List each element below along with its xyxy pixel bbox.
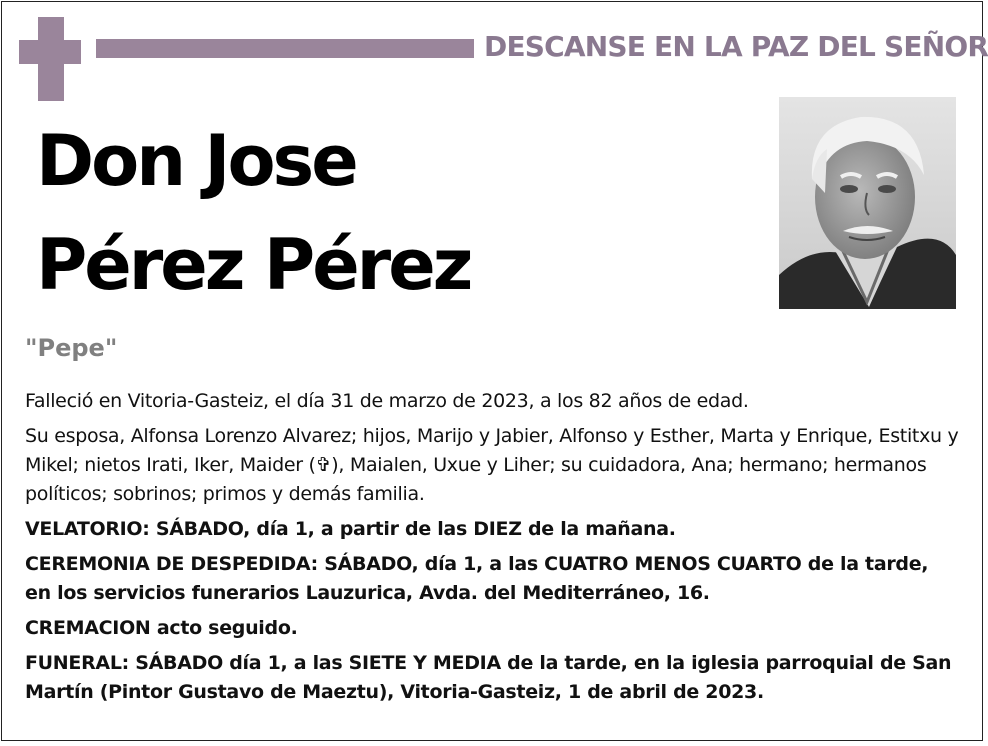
portrait-photo bbox=[779, 97, 956, 309]
notice-body bbox=[25, 387, 960, 713]
family-list: Su esposa, Alfonsa Lorenzo Alvarez; hijos, Marijo y Jabier, Alfonso y Esther, Marta y Enrique, Estitxu y Mikel; nietos Irati, Iker, Maider (✞), Maialen, Uxue y Liher; su cuidadora, Ana; hermano; hermanos políticos; sobrinos; primos y demás familia. bbox=[25, 425, 959, 505]
funeral-info: FUNERAL: SÁBADO día 1, a las SIETE Y MEDIA de la tarde, en la iglesia parroquial de San Martín (Pintor Gustavo de Maeztu), Vitoria-Gasteiz, 1 de abril de 2023. bbox=[25, 652, 952, 703]
deceased-name-line2: Pérez Pérez bbox=[36, 224, 471, 306]
cross-icon-horizontal bbox=[19, 40, 81, 64]
death-announcement: Falleció en Vitoria-Gasteiz, el día 31 de marzo de 2023, a los 82 años de edad. bbox=[25, 390, 749, 412]
deceased-name-line1: Don Jose bbox=[36, 120, 356, 202]
header-bar bbox=[96, 39, 474, 58]
nickname: "Pepe" bbox=[25, 334, 118, 362]
cremation-info: CREMACION acto seguido. bbox=[25, 617, 298, 639]
farewell-ceremony-info: CEREMONIA DE DESPEDIDA: SÁBADO, día 1, a las CUATRO MENOS CUARTO de la tarde, en los servicios funerarios Lauzurica, Avda. del Mediterráneo, 16. bbox=[25, 553, 929, 604]
wake-info: VELATORIO: SÁBADO, día 1, a partir de las DIEZ de la mañana. bbox=[25, 518, 676, 540]
header-title: DESCANSE EN LA PAZ DEL SEÑOR bbox=[484, 30, 988, 63]
portrait-icon bbox=[779, 97, 956, 309]
